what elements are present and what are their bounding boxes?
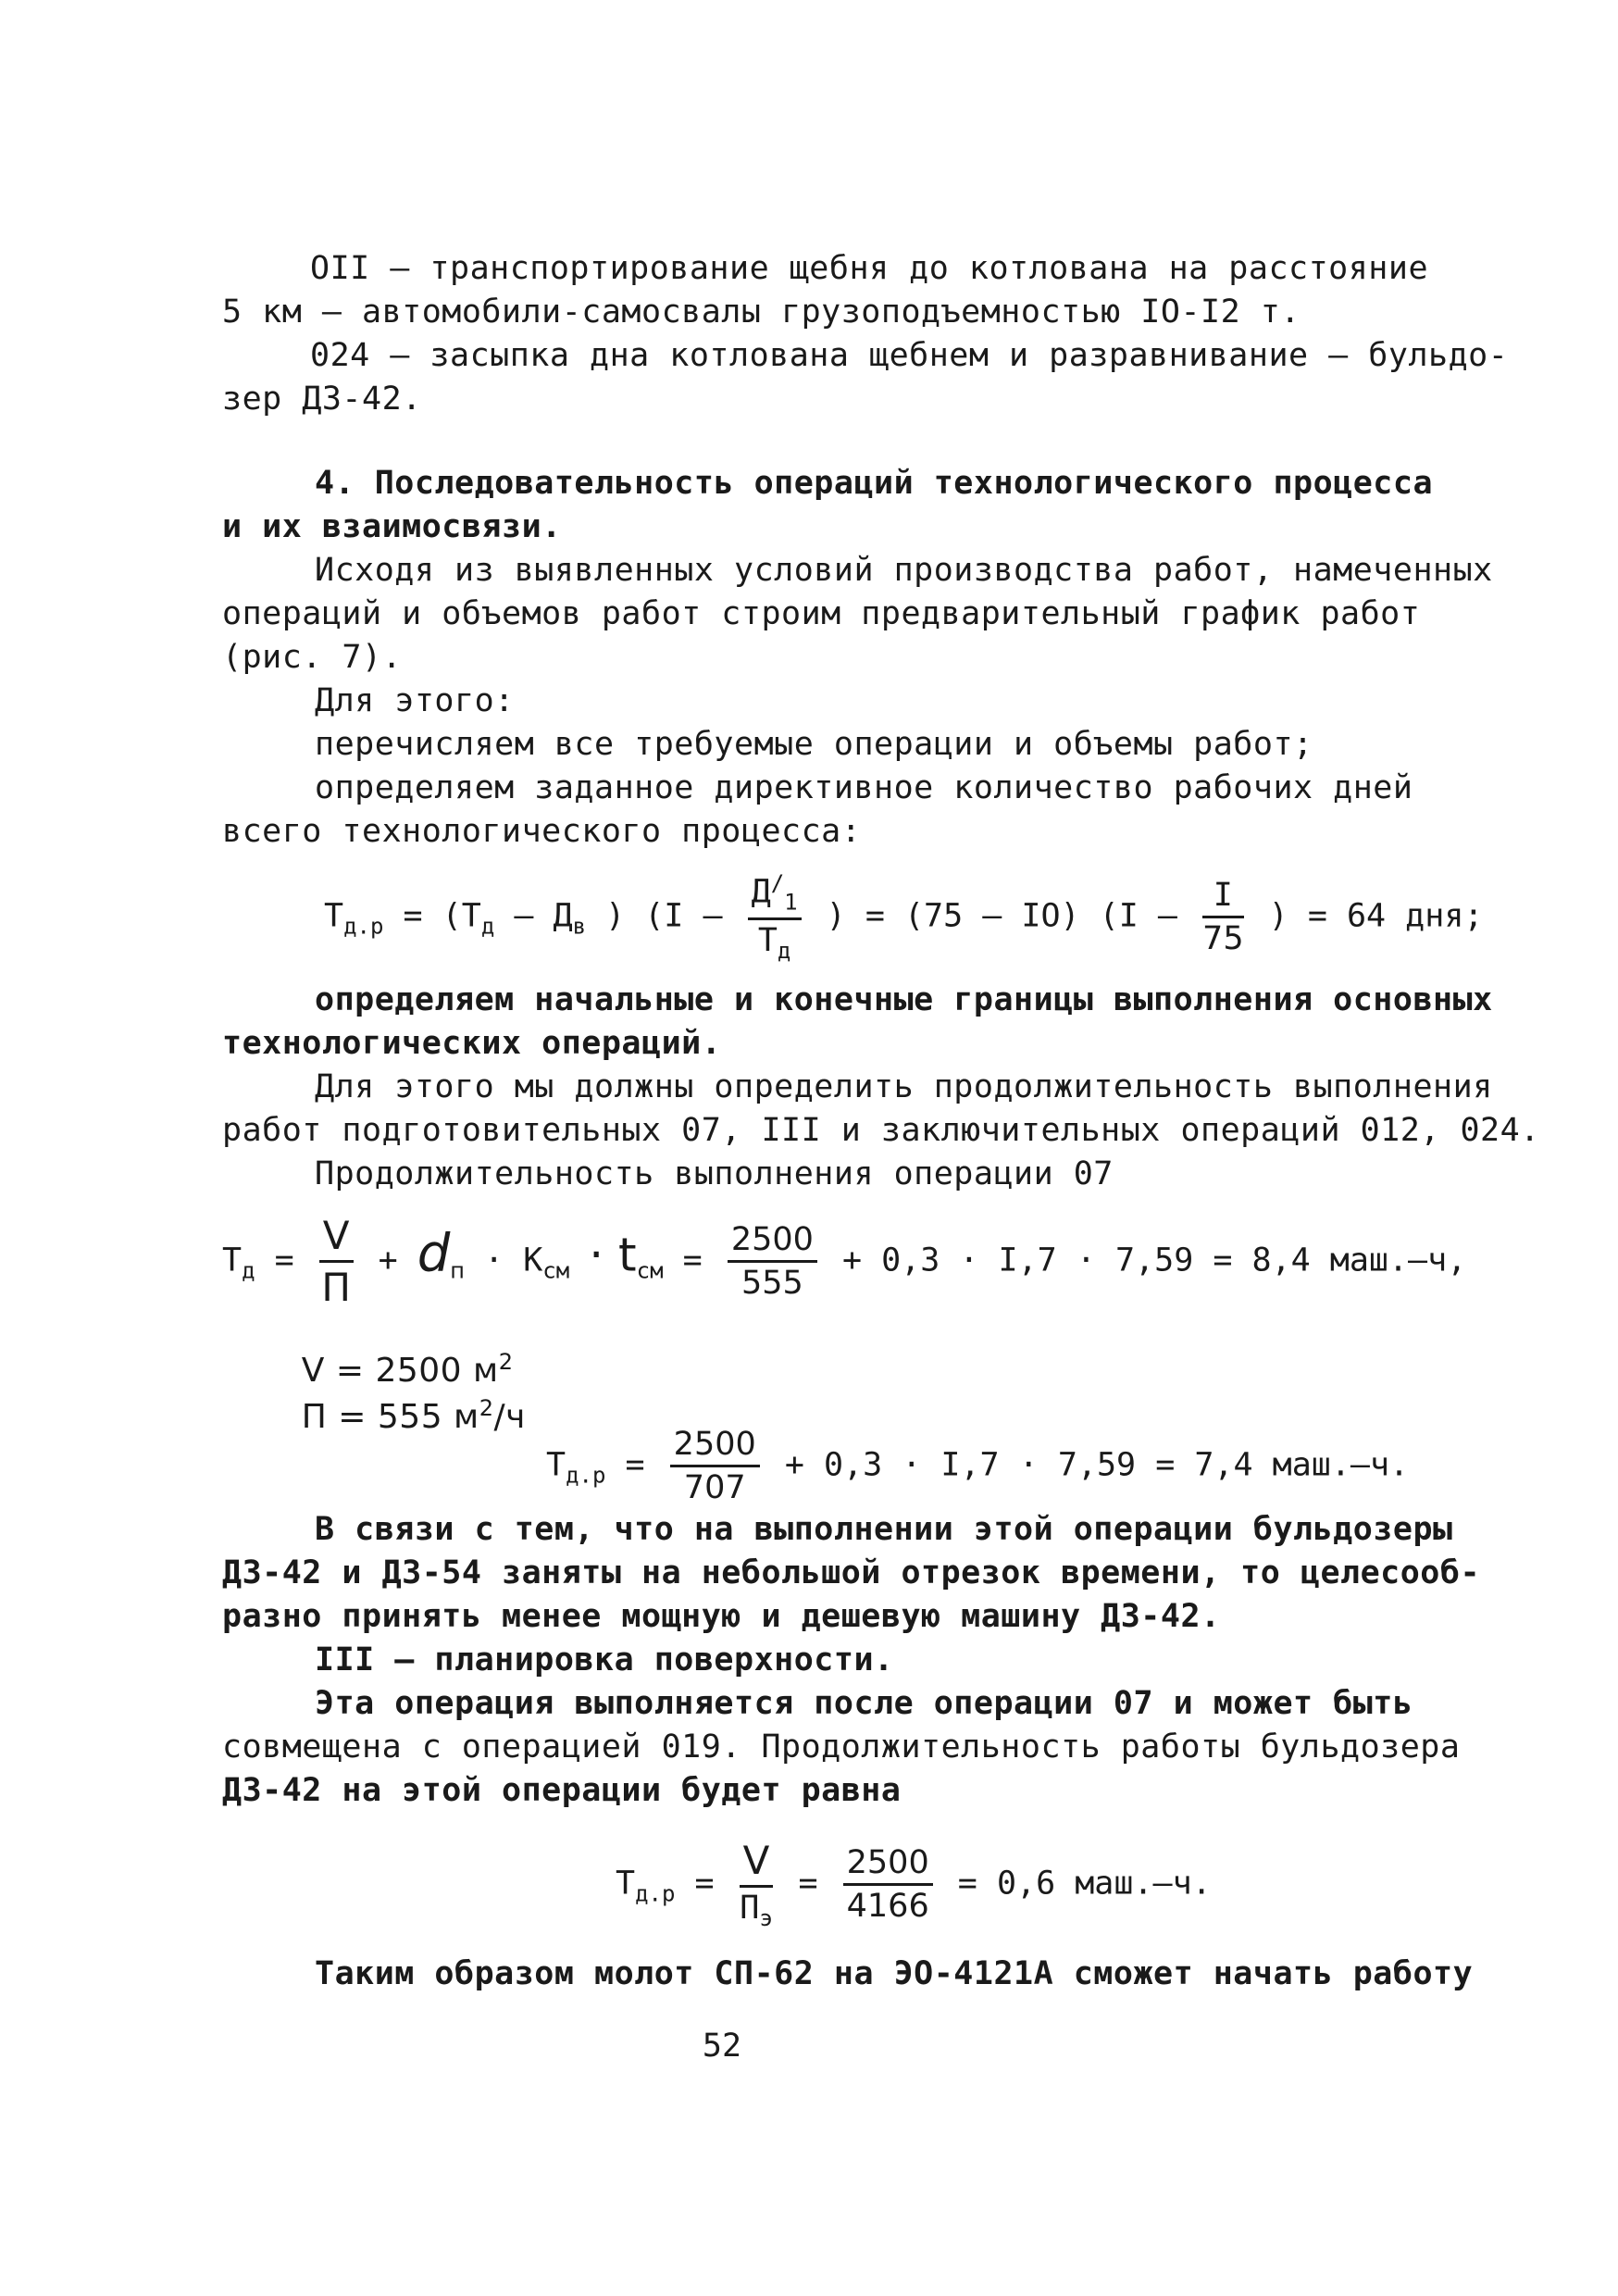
fraction-numerator: 2500	[670, 1426, 760, 1467]
text-line: зер ДЗ-42.	[222, 381, 422, 418]
formula-symbol: Т	[222, 1242, 243, 1279]
formula-text: V = 2500 м	[301, 1352, 499, 1390]
formula-text: =	[694, 1865, 715, 1903]
text-line: перечисляем все требуемые операции и объемы работ;	[315, 726, 1313, 763]
formula-result: = 0,6 маш.–ч.	[957, 1865, 1212, 1903]
formula-result: + 0,3 · I,7 · 7,59 = 8,4 маш.–ч,	[841, 1242, 1467, 1279]
fraction-denominator	[740, 1888, 774, 1931]
formula-subscript: д.р	[343, 913, 384, 940]
formula-symbol: d	[417, 1223, 451, 1284]
formula-duration-III	[616, 1838, 1212, 1931]
text-line: Продолжительность выполнения операции 07	[315, 1155, 1114, 1192]
formula-subscript: д	[242, 1257, 255, 1284]
formula-subscript: п	[450, 1257, 465, 1284]
fraction	[319, 1213, 354, 1310]
formula-text: П = 555 м	[301, 1398, 479, 1436]
fraction	[728, 1221, 817, 1302]
text-line: Эта операция выполняется после операции 07 и может быть	[315, 1685, 1413, 1722]
formula-subscript: д.р	[635, 1880, 676, 1907]
text-line: работ подготовительных 07, III и заключительных операций 012, 024.	[222, 1112, 1540, 1149]
text-line: операций и объемов работ строим предварительный график работ	[222, 595, 1421, 632]
text-line: технологических операций.	[222, 1025, 722, 1062]
formula-symbol: Д	[751, 873, 771, 911]
fraction-numerator: 2500	[843, 1844, 933, 1886]
formula-subscript: д.р	[566, 1462, 606, 1489]
fraction	[740, 1838, 774, 1931]
formula-text: /ч	[493, 1398, 526, 1436]
formula-text: = (Т	[403, 897, 481, 935]
formula-subscript: д	[777, 937, 791, 964]
formula-subscript: д	[480, 913, 495, 940]
formula-text: +	[378, 1242, 398, 1279]
formula-text: – Д	[494, 897, 573, 935]
page-number: 52	[702, 2028, 742, 2065]
fraction	[748, 870, 802, 964]
formula-text: ) (I –	[605, 897, 723, 935]
text-line: разно принять менее мощную и дешевую машину ДЗ-42.	[222, 1598, 1221, 1635]
formula-subscript: э	[759, 1905, 773, 1931]
fraction-numerator: V	[319, 1213, 354, 1263]
formula-subscript: см	[542, 1257, 570, 1284]
formula-text: · К	[484, 1242, 543, 1279]
section-heading: 4. Последовательность операций технологического процесса	[315, 465, 1434, 502]
formula-symbol: Т	[616, 1865, 636, 1903]
text-line: III – планировка поверхности.	[315, 1641, 894, 1678]
fraction-numerator: I	[1202, 877, 1244, 918]
text-line: Для этого мы должны определить продолжительность выполнения	[315, 1068, 1493, 1105]
text-line: совмещена с операцией 019. Продолжительность работы бульдозера	[222, 1728, 1461, 1766]
fraction-denominator: 75	[1202, 919, 1244, 957]
formula-symbol: · t	[589, 1228, 637, 1282]
text-line: ДЗ-42 и ДЗ-54 заняты на небольшой отрезок времени, то целесооб-	[222, 1554, 1481, 1591]
fraction	[670, 1426, 760, 1506]
text-line: 024 – засыпка дна котлована щебнем и разравнивание – бульдо-	[310, 337, 1509, 374]
formula-symbol: Т	[757, 921, 778, 959]
text-line: Таким образом молот СП-62 на ЭО-4121А сможет начать работу	[315, 1955, 1474, 1992]
fraction-numerator: V	[740, 1838, 774, 1888]
text-line: Исходя из выявленных условий производства работ, намеченных	[315, 552, 1493, 589]
formula-symbol: Т	[546, 1446, 566, 1484]
text-line: OII – транспортирование щебня до котлована на расстояние	[310, 250, 1429, 287]
fraction	[1202, 877, 1244, 957]
formula-text: =	[274, 1242, 294, 1279]
text-line: определяем начальные и конечные границы выполнения основных	[315, 981, 1493, 1018]
text-line: (рис. 7).	[222, 639, 403, 676]
formula-symbol: Т	[324, 897, 344, 935]
formula-duration-alt	[546, 1426, 1409, 1506]
fraction-denominator: 707	[683, 1469, 746, 1506]
formula-text: =	[798, 1865, 818, 1903]
fraction-denominator	[748, 920, 802, 964]
fraction-numerator	[748, 870, 802, 920]
text-line: ДЗ-42 на этой операции будет равна	[222, 1772, 902, 1809]
text-line: В связи с тем, что на выполнении этой операции бульдозеры	[315, 1511, 1453, 1548]
variable-definition	[257, 1347, 526, 1479]
formula-text: =	[682, 1242, 703, 1279]
section-heading: и их взаимосвязи.	[222, 508, 562, 545]
text-line: определяем заданное директивное количество рабочих дней	[315, 769, 1413, 806]
text-line: всего технологического процесса:	[222, 813, 862, 850]
fraction-denominator: П	[321, 1265, 351, 1310]
formula-text: ) = (75 – IO) (I –	[826, 897, 1177, 935]
formula-result: ) = 64 дня;	[1268, 897, 1484, 935]
formula-directive-days	[324, 870, 1483, 964]
formula-subscript: 1	[784, 889, 798, 916]
text-line: Для этого:	[315, 682, 515, 719]
formula-superscript: /	[770, 870, 785, 896]
formula-subscript: в	[572, 913, 587, 940]
formula-symbol: П	[740, 1890, 760, 1927]
formula-result: + 0,3 · I,7 · 7,59 = 7,4 маш.–ч.	[784, 1446, 1410, 1484]
fraction-numerator: 2500	[728, 1221, 817, 1263]
formula-superscript: 2	[479, 1395, 494, 1421]
fraction-denominator: 555	[741, 1265, 803, 1302]
formula-superscript: 2	[498, 1349, 514, 1375]
fraction	[843, 1844, 933, 1925]
text-line: 5 км – автомобили-самосвалы грузоподъемностью IO-I2 т.	[222, 293, 1301, 331]
formula-duration-07	[222, 1213, 1466, 1310]
fraction-denominator: 4166	[846, 1888, 929, 1925]
formula-text: =	[625, 1446, 645, 1484]
formula-subscript: см	[636, 1257, 664, 1284]
